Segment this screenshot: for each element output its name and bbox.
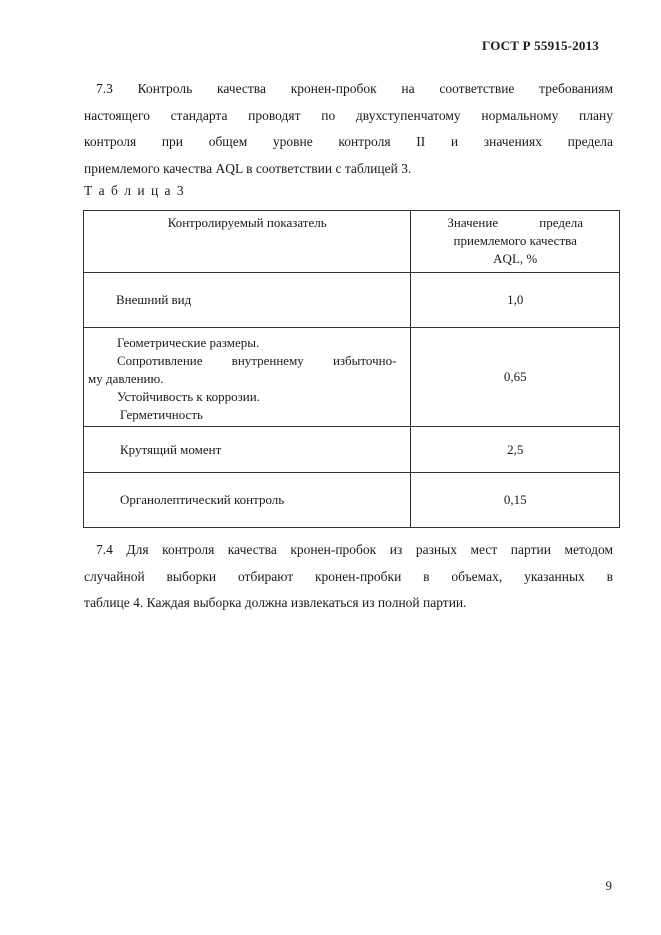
section-7-3-line: контроля при общем уровне контроля II и значениях предела bbox=[84, 134, 613, 149]
header-aql-line: приемлемого качества bbox=[453, 233, 577, 248]
row-indicator bbox=[84, 273, 411, 328]
row-aql-value: 1,0 bbox=[411, 273, 620, 328]
table-row bbox=[84, 427, 620, 473]
section-7-3-line: настоящего стандарта проводят по двухступенчатому нормальному плану bbox=[84, 107, 613, 123]
row-aql-value: 0,15 bbox=[411, 473, 620, 528]
indicator-label: Герметичность bbox=[120, 407, 203, 422]
header-indicator: Контролируемый показатель bbox=[84, 211, 411, 273]
row-indicator bbox=[84, 427, 411, 473]
row-aql-value: 2,5 bbox=[411, 427, 620, 473]
indicator-label: Устойчивость к коррозии. bbox=[117, 389, 260, 404]
page-number: 9 bbox=[605, 878, 612, 893]
table-row bbox=[84, 473, 620, 528]
section-7-3-line: приемлемого качества AQL в соответствии с таблицей 3. bbox=[84, 160, 412, 176]
row-indicator bbox=[84, 473, 411, 528]
indicator-label: Геометрические размеры. bbox=[117, 335, 260, 350]
indicator-label: Внешний вид bbox=[116, 292, 192, 307]
table-row bbox=[84, 328, 620, 427]
section-7-4-line: случайной выборки отбирают кронен-пробки в объемах, указанных в bbox=[84, 568, 613, 584]
header-aql-line: Значение предела bbox=[447, 215, 583, 230]
indicator-label: Органолептический контроль bbox=[120, 492, 285, 507]
indicator-label: му давлению. bbox=[88, 371, 164, 386]
section-7-3-paragraph bbox=[84, 76, 613, 182]
section-7-4-line: 7.4 Для контроля качества кронен-пробок из разных мест партии методом bbox=[96, 542, 613, 557]
aql-table bbox=[83, 210, 620, 528]
indicator-label: Сопротивление внутреннему избыточно- bbox=[117, 353, 397, 368]
table-row bbox=[84, 273, 620, 328]
section-7-4-line: таблице 4. Каждая выборка должна извлекаться из полной партии. bbox=[84, 595, 467, 610]
section-7-3-line: 7.3 Контроль качества кронен-пробок на соответствие требованиям bbox=[96, 81, 613, 96]
section-7-4-paragraph bbox=[84, 537, 613, 617]
table-header-row bbox=[84, 211, 620, 273]
indicator-label: Крутящий момент bbox=[120, 441, 222, 457]
document-code-header: ГОСТ Р 55915-2013 bbox=[482, 38, 599, 53]
table-caption: Т а б л и ц а 3 bbox=[84, 183, 186, 198]
row-indicator bbox=[84, 328, 411, 427]
header-aql-line: AQL, % bbox=[493, 251, 538, 266]
row-aql-value: 0,65 bbox=[411, 328, 620, 427]
header-aql-value bbox=[411, 211, 620, 273]
